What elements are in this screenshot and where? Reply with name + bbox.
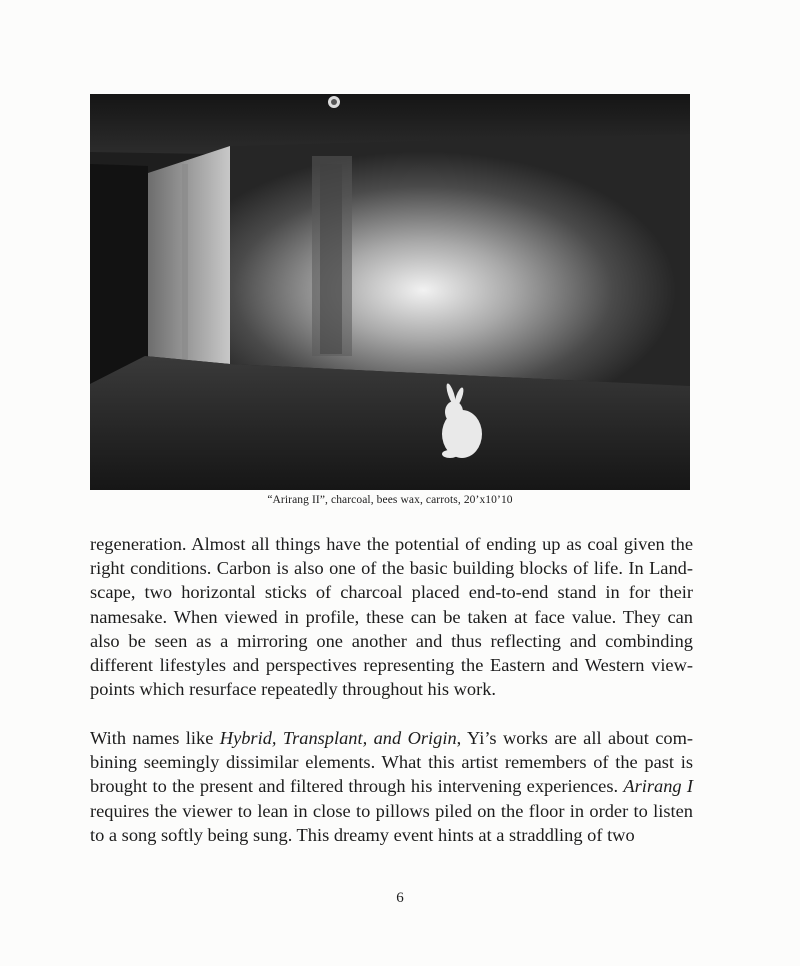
gallery-room-image	[90, 94, 690, 490]
paragraph-2-rest: requires the viewer to lean in close to pillows piled on the floor in order to listen to a song softly being sung. This dreamy event hints at a straddling of two	[90, 800, 693, 845]
paragraph-2-mid: , Yi’s works are all about com-bining seemingly dissimilar elements. What this artist remembers of the past is brought to the present and filtered through his intervening experiences.	[90, 727, 694, 797]
installation-photo	[90, 94, 690, 490]
work-titles: Hybrid, Transplant, and Origin	[219, 727, 457, 748]
body-text	[90, 532, 693, 847]
page-number: 6	[396, 890, 404, 906]
work-title-arirang-i: Arirang I	[623, 776, 694, 797]
paragraph-2-intro: With names like	[90, 727, 220, 748]
figure-caption: “Arirang II”, charcoal, bees wax, carrots, 20’x10’10	[267, 494, 513, 506]
paragraph-2	[90, 726, 693, 847]
paragraph-1: regeneration. Almost all things have the potential of ending up as coal given the right conditions. Carbon is also one of the basic building blocks of life. In Land-scape, two horizontal sticks of charcoal placed end-to-end stand in for their namesake. When viewed in profile, these can be taken at face value. They can also be seen as a mirroring one another and thus reflecting and combinding different lifestyles and perspectives representing the Eastern and Western view-points which resurface repeatedly throughout his work.	[90, 534, 693, 700]
